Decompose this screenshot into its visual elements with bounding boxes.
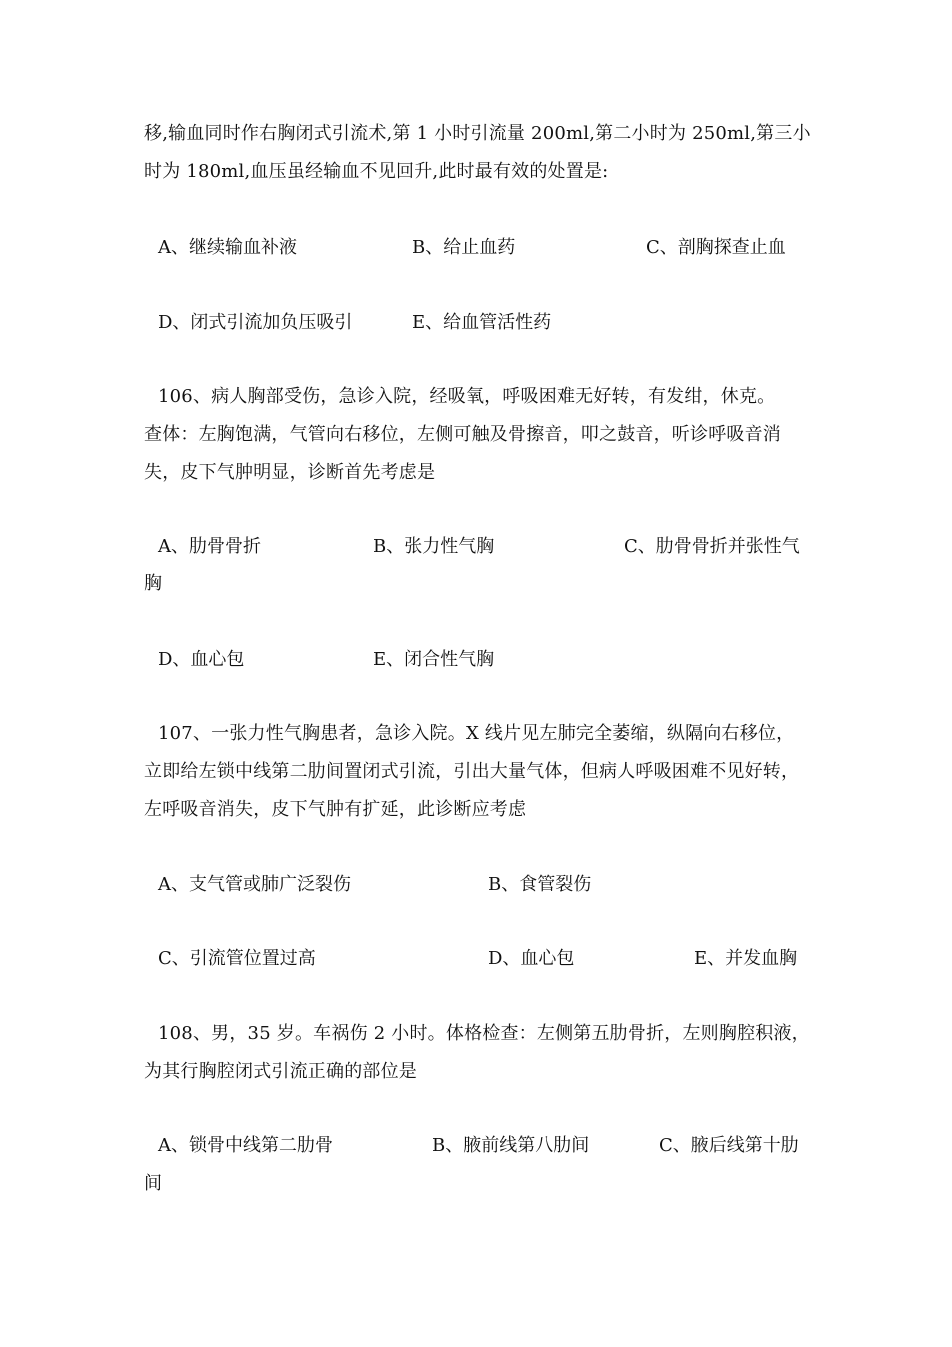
question-107-option-c: C、引流管位置过高 bbox=[158, 948, 316, 969]
question-108-option-b: B、腋前线第八肋间 bbox=[432, 1135, 590, 1156]
question-106-text-line-1: 106、病人胸部受伤，急诊入院，经吸氧，呼吸困难无好转，有发绀，休克。 bbox=[158, 386, 776, 407]
question-107-option-d: D、血心包 bbox=[488, 948, 575, 969]
question-106-option-c: C、肋骨骨折并张性气 bbox=[624, 536, 800, 557]
question-105-text-line-2: 时为 180ml,血压虽经输血不见回升,此时最有效的处置是: bbox=[144, 161, 609, 182]
question-108-option-c: C、腋后线第十肋 bbox=[659, 1135, 799, 1156]
question-105-option-b: B、给止血药 bbox=[412, 237, 516, 258]
question-106-option-e: E、闭合性气胸 bbox=[373, 649, 495, 670]
question-105-option-e: E、给血管活性药 bbox=[412, 312, 552, 333]
question-107-option-e: E、并发血胸 bbox=[694, 948, 798, 969]
question-105-option-d: D、闭式引流加负压吸引 bbox=[158, 312, 353, 333]
question-106-option-b: B、张力性气胸 bbox=[373, 536, 495, 557]
question-107-text-line-2: 立即给左锁中线第二肋间置闭式引流，引出大量气体，但病人呼吸困难不见好转， bbox=[144, 761, 800, 782]
question-105-option-a: A、继续输血补液 bbox=[158, 237, 297, 258]
question-108-option-a: A、锁骨中线第二肋骨 bbox=[158, 1135, 333, 1156]
question-108-text-line-1: 108、男，35 岁。车祸伤 2 小时。体格检查：左侧第五肋骨折，左则胸腔积液， bbox=[158, 1023, 810, 1044]
question-106-option-a: A、肋骨骨折 bbox=[158, 536, 261, 557]
question-106-text-line-3: 失，皮下气肿明显，诊断首先考虑是 bbox=[144, 462, 436, 483]
question-108-text-line-2: 为其行胸腔闭式引流正确的部位是 bbox=[144, 1061, 417, 1082]
question-105-text-line-1: 移,输血同时作右胸闭式引流术,第 1 小时引流量 200ml,第二小时为 250ml,第三小 bbox=[144, 123, 811, 144]
question-107-option-b: B、食管裂伤 bbox=[488, 874, 592, 895]
question-106-option-c-continuation: 胸 bbox=[144, 573, 162, 594]
question-106-text-line-2: 查体：左胸饱满，气管向右移位，左侧可触及骨擦音，叩之鼓音，听诊呼吸音消 bbox=[144, 424, 781, 445]
question-106-option-d: D、血心包 bbox=[158, 649, 245, 670]
question-108-option-c-continuation: 间 bbox=[144, 1173, 162, 1194]
question-105-option-c: C、剖胸探查止血 bbox=[646, 237, 786, 258]
question-107-option-a: A、支气管或肺广泛裂伤 bbox=[158, 874, 351, 895]
question-107-text-line-3: 左呼吸音消失，皮下气肿有扩延，此诊断应考虑 bbox=[144, 799, 527, 820]
question-107-text-line-1: 107、一张力性气胸患者，急诊入院。X 线片见左肺完全萎缩，纵隔向右移位， bbox=[158, 723, 795, 744]
